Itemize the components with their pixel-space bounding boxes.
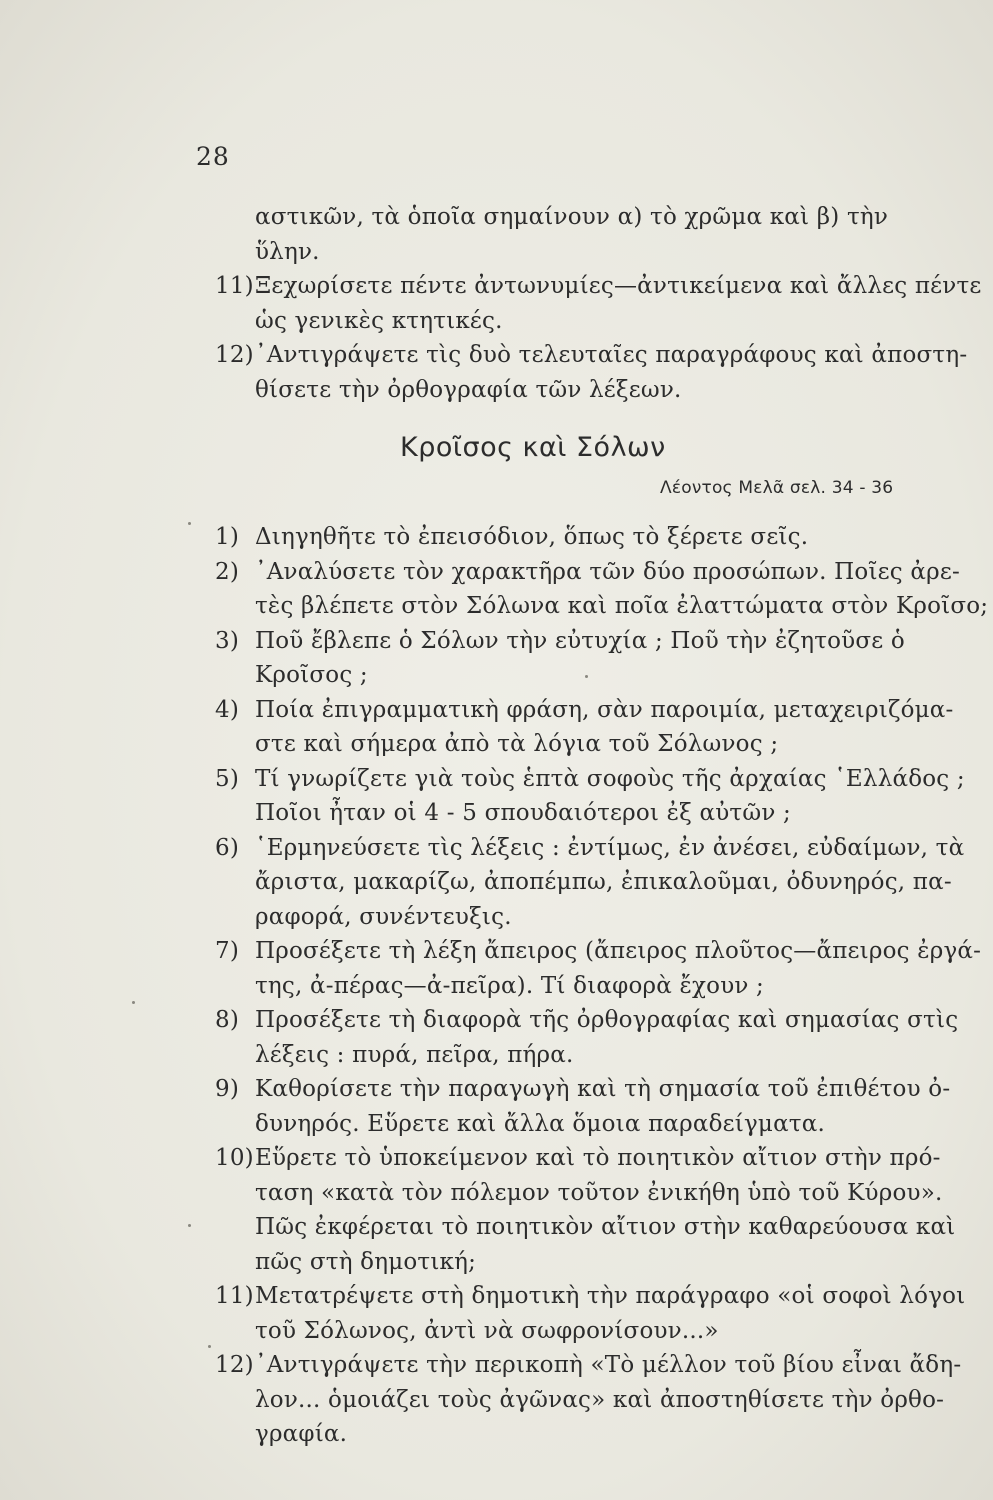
text-line: Διηγηθῆτε τὸ ἐπεισόδιον, ὅπως τὸ ξέρετε σεῖς.	[255, 524, 809, 550]
text-line: ᾿Αναλύσετε τὸν χαρακτῆρα τῶν δύο προσώπων. Ποῖες ἀρε-	[255, 558, 960, 585]
question-text	[255, 693, 954, 762]
question-number: 3)	[215, 627, 240, 654]
text-line: στε καὶ σήμερα ἀπὸ τὰ λόγια τοῦ Σόλωνος ;	[255, 731, 779, 757]
question-text	[255, 1141, 955, 1279]
text-line: Προσέξετε τὴ διαφορὰ τῆς ὀρθογραφίας καὶ σημασίας στὶς	[255, 1007, 959, 1033]
paper-speck	[132, 1001, 135, 1004]
question-list	[215, 520, 989, 1452]
question-text	[255, 1279, 965, 1348]
text-line: Ποῖοι ἦταν οἱ 4 - 5 σπουδαιότεροι ἐξ αὐτῶν ;	[255, 800, 791, 826]
question-item	[215, 1072, 951, 1141]
question-number: 1)	[215, 524, 240, 550]
paper-speck	[585, 675, 588, 678]
text-line: ᾿Αντιγράψετε τὴν περικοπὴ «Τὸ μέλλον τοῦ βίου εἶναι ἄδη-	[255, 1352, 962, 1378]
question-number: 12)	[215, 1352, 254, 1378]
question-text	[255, 555, 988, 624]
question-text	[255, 1072, 950, 1141]
question-number: 8)	[215, 1007, 240, 1033]
text-line: Πῶς ἐκφέρεται τὸ ποιητικὸν αἴτιον στὴν καθαρεύουσα καὶ	[255, 1214, 956, 1240]
question-item	[215, 624, 935, 693]
question-item	[215, 1279, 966, 1348]
question-item	[215, 693, 954, 762]
text-line: ὡς γενικὲς κτητικές.	[255, 307, 503, 334]
item-text	[255, 338, 967, 407]
question-number: 10)	[215, 1145, 254, 1171]
text-line: θίσετε τὴν ὀρθογραφία τῶν λέξεων.	[255, 376, 682, 403]
previous-exercises	[215, 200, 982, 407]
item-number: 12)	[215, 342, 254, 368]
page-number: 28	[196, 142, 230, 171]
question-item	[215, 1141, 956, 1279]
item-number: 11)	[215, 273, 254, 299]
text-line: Καθορίσετε τὴν παραγωγὴ καὶ τὴ σημασία τοῦ ἐπιθέτου ὀ-	[255, 1076, 951, 1102]
question-number: 11)	[215, 1283, 254, 1309]
section-attribution: Λέοντος Μελᾶ σελ. 34 - 36	[660, 478, 894, 498]
text-line: ὕλην.	[255, 238, 320, 265]
text-line: ραφορά, συνέντευξις.	[255, 903, 512, 930]
item-text	[255, 269, 982, 338]
text-line: Ξεχωρίσετε πέντε ἀντωνυμίες—ἀντικείμενα καὶ ἄλλες πέντε	[255, 273, 982, 299]
question-text	[255, 1348, 961, 1452]
text-line: λον... ὁμοιάζει τοὺς ἀγῶνας» καὶ ἀποστηθίσετε τὴν ὀρθο-	[255, 1386, 945, 1413]
text-line: πῶς στὴ δημοτική;	[255, 1248, 477, 1275]
question-text	[255, 520, 808, 555]
text-line: ἄριστα, μακαρίζω, ἀποπέμπω, ἐπικαλοῦμαι, ὀδυνηρός, πα-	[255, 869, 952, 895]
question-item	[215, 762, 965, 831]
text-line: Προσέξετε τὴ λέξη ἄπειρος (ἄπειρος πλοῦτος—ἄπειρος ἐργά-	[255, 938, 982, 964]
text-line: λέξεις : πυρά, πεῖρα, πήρα.	[255, 1041, 574, 1068]
text-line: Τί γνωρίζετε γιὰ τοὺς ἑπτὰ σοφοὺς τῆς ἀρχαίας ῾Ελλάδος ;	[255, 765, 965, 792]
text-line: Κροῖσος ;	[255, 662, 368, 688]
question-item	[215, 934, 982, 1003]
text-line: ᾿Αντιγράψετε τὶς δυὸ τελευταῖες παραγράφους καὶ ἀποστη-	[255, 342, 968, 368]
text-line: ῾Ερμηνεύσετε τὶς λέξεις : ἐντίμως, ἐν ἀνέσει, εὐδαίμων, τὰ	[255, 834, 965, 861]
question-number: 9)	[215, 1076, 240, 1102]
question-item	[215, 1003, 959, 1072]
question-number: 2)	[215, 558, 240, 585]
question-text	[255, 831, 964, 935]
paper-speck	[208, 1345, 211, 1348]
question-text	[255, 762, 965, 831]
question-number: 6)	[215, 834, 240, 861]
text-line: αστικῶν, τὰ ὁποῖα σημαίνουν α) τὸ χρῶμα καὶ β) τὴν	[255, 204, 889, 230]
question-item	[215, 831, 965, 935]
question-item	[215, 1348, 962, 1452]
question-text	[255, 934, 981, 1003]
exercise-item-11	[215, 269, 982, 338]
question-number: 7)	[215, 938, 240, 964]
question-text	[255, 624, 905, 693]
question-text	[255, 1003, 958, 1072]
text-line: Μετατρέψετε στὴ δημοτικὴ τὴν παράγραφο «οἱ σοφοὶ λόγοι	[255, 1283, 966, 1309]
paper-speck	[188, 522, 191, 525]
text-line: Εὕρετε τὸ ὑποκείμενον καὶ τὸ ποιητικὸν αἴτιον στὴν πρό-	[255, 1145, 941, 1171]
question-number: 4)	[215, 696, 240, 723]
text-line: τὲς βλέπετε στὸν Σόλωνα καὶ ποῖα ἐλαττώματα στὸν Κροῖσο;	[255, 593, 989, 619]
exercise-item-12	[215, 338, 968, 407]
text-line: Ποία ἐπιγραμματικὴ φράση, σὰν παροιμία, μεταχειριζόμα-	[255, 696, 954, 723]
section-title: Κροῖσος καὶ Σόλων	[400, 432, 666, 463]
text-line: δυνηρός. Εὕρετε καὶ ἄλλα ὅμοια παραδείγματα.	[255, 1110, 825, 1137]
text-line: της, ἀ-πέρας—ἀ-πεῖρα). Τί διαφορὰ ἔχουν ;	[255, 972, 765, 999]
question-item	[215, 555, 989, 624]
text-line: γραφία.	[255, 1421, 348, 1447]
text-line: Ποῦ ἔβλεπε ὁ Σόλων τὴν εὐτυχία ; Ποῦ τὴν ἐζητοῦσε ὁ	[255, 627, 905, 654]
paper-speck	[188, 1224, 191, 1227]
text-line: τοῦ Σόλωνος, ἀντὶ νὰ σωφρονίσουν...»	[255, 1317, 719, 1344]
text-line: ταση «κατὰ τὸν πόλεμον τοῦτον ἐνικήθη ὑπὸ τοῦ Κύρου».	[255, 1179, 943, 1206]
question-number: 5)	[215, 765, 240, 792]
question-item	[215, 520, 935, 555]
